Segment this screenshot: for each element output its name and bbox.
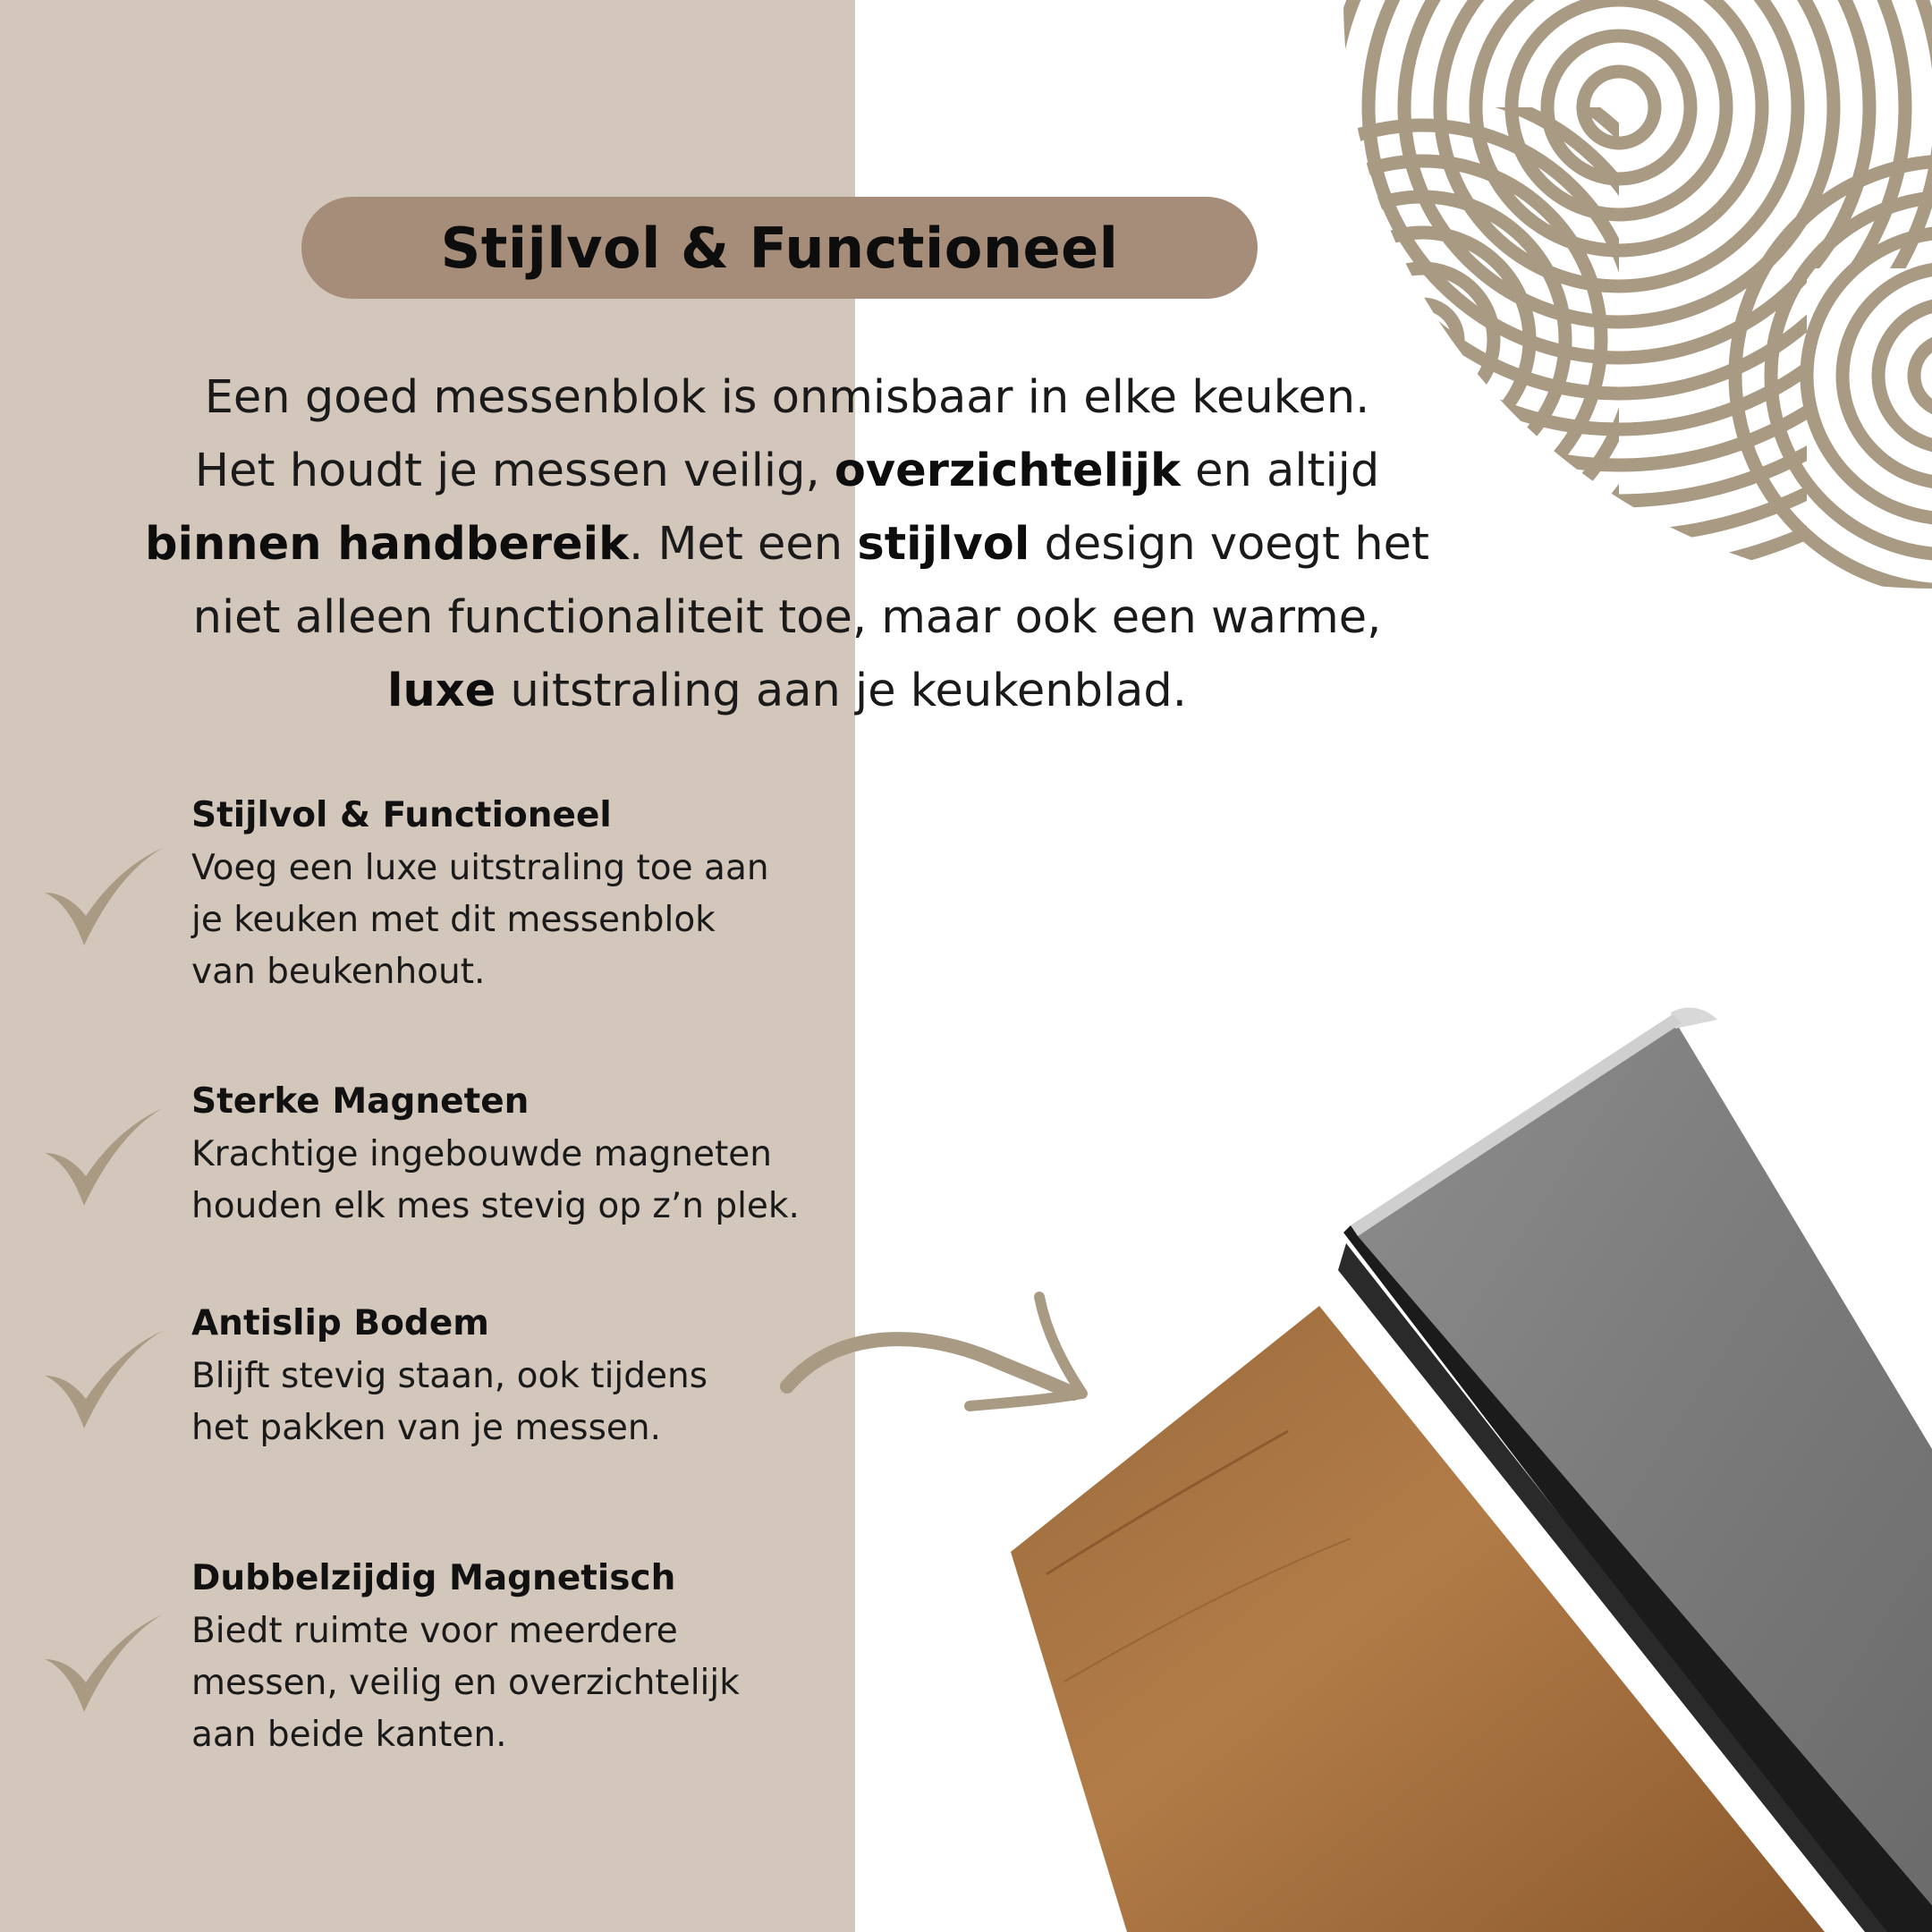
checkmark-icon xyxy=(41,841,165,948)
feature-description-line: houden elk mes stevig op z’n plek. xyxy=(191,1186,800,1226)
feature-description xyxy=(191,1129,835,1233)
feature-title: Antislip Bodem xyxy=(191,1303,489,1343)
intro-emphasis: luxe xyxy=(386,665,496,717)
checkmark-icon xyxy=(41,1101,165,1208)
feature-description xyxy=(191,1351,835,1454)
intro-text: niet alleen functionaliteit toe, maar ook een warme, xyxy=(192,591,1382,644)
intro-text: . Met een xyxy=(629,518,858,571)
feature-description-line: aan beide kanten. xyxy=(191,1715,507,1755)
feature-description xyxy=(191,1606,835,1761)
feature-description-line: van beukenhout. xyxy=(191,952,486,992)
feature-description-line: je keuken met dit messenblok xyxy=(191,900,716,940)
checkmark-icon xyxy=(41,1607,165,1715)
title-pill xyxy=(301,197,1258,299)
feature-title: Stijlvol & Functioneel xyxy=(191,795,612,835)
intro-text: Een goed messenblok is onmisbaar in elke keuken. xyxy=(204,371,1370,424)
intro-text: Het houdt je messen veilig, xyxy=(194,445,835,497)
feature-description xyxy=(191,843,835,998)
checkmark-icon xyxy=(41,1324,165,1431)
feature-description-line: Krachtige ingebouwde magneten xyxy=(191,1134,772,1174)
intro-text: uitstraling aan je keukenblad. xyxy=(496,665,1188,717)
intro-emphasis: binnen handbereik xyxy=(145,518,630,571)
intro-emphasis: stijlvol xyxy=(857,518,1030,571)
intro-paragraph xyxy=(36,361,1538,728)
intro-text: en altijd xyxy=(1180,445,1380,497)
page-title: Stijlvol & Functioneel xyxy=(440,215,1119,281)
feature-description-line: messen, veilig en overzichtelijk xyxy=(191,1663,740,1703)
intro-text: design voegt het xyxy=(1030,518,1429,571)
feature-title: Sterke Magneten xyxy=(191,1081,530,1122)
feature-description-line: Voeg een luxe uitstraling toe aan xyxy=(191,848,769,888)
knife-block-image xyxy=(993,1002,1932,1932)
feature-description-line: het pakken van je messen. xyxy=(191,1408,661,1448)
feature-description-line: Biedt ruimte voor meerdere xyxy=(191,1611,678,1651)
feature-title: Dubbelzijdig Magnetisch xyxy=(191,1558,676,1598)
intro-emphasis: overzichtelijk xyxy=(834,445,1181,497)
feature-description-line: Blijft stevig staan, ook tijdens xyxy=(191,1356,708,1396)
